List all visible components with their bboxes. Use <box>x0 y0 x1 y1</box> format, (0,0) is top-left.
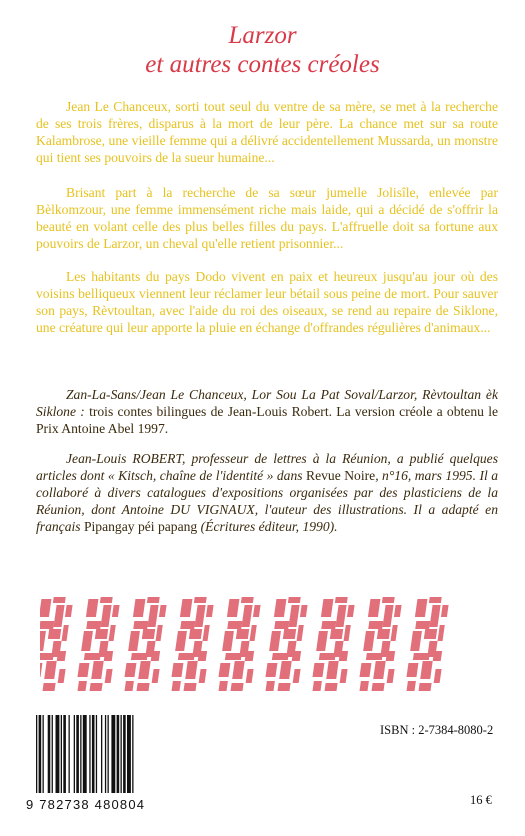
pattern-figure <box>171 597 213 691</box>
about-book-paragraph <box>36 386 498 437</box>
author-bio-paragraph <box>36 450 498 535</box>
barcode-bars <box>36 715 134 793</box>
book-titles: Zan-La-Sans/Jean Le Chanceux, Lor Sou La Pat Soval/Larzor, Rèvtoultan èk Siklone : <box>36 387 498 419</box>
book-description: trois contes bilingues de Jean-Louis Robert. La version créole a obtenu le Prix Antoine Abel 1997. <box>36 404 498 436</box>
pattern-figure <box>40 597 73 691</box>
price: 16 € <box>470 793 492 807</box>
decorative-pattern <box>40 595 485 695</box>
pattern-figure <box>218 597 260 691</box>
pattern-figure <box>359 597 401 691</box>
author-bio-part-1: Jean-Louis ROBERT, professeur de lettres à la Réunion, a publié quelques articles dont « Kitsch, chaîne de l'identité » dans <box>36 451 498 483</box>
pattern-figure <box>312 597 354 691</box>
author-bio-part-2: , n°16, mars 1995. Il a collaboré à divers catalogues d'expositions organisées par des plasticiens de la Réunion, dont Antoine DU VIGNAUX, l'auteur des illustrations. Il a adapté en français <box>36 468 499 534</box>
magazine-title: Revue Noire <box>306 468 376 483</box>
pattern-figure <box>124 597 166 691</box>
pattern-figure <box>406 597 448 691</box>
pattern-figure <box>77 597 119 691</box>
summary-paragraph-3: Les habitants du pays Dodo vivent en paix et heureux jusqu'au jour où des voisins belliqueux viennent leur réclamer leur bétail sous peine de mort. Pour sauver son pays, Rèvtoultan, avec l'aide du roi des oiseaux, se rend au repaire de Siklone, une créature qui leur apporte la pluie en échange d'offrandes régulières d'animaux... <box>36 269 498 335</box>
author-bio-part-3: (Écritures éditeur, 1990). <box>197 519 338 534</box>
book-subtitle: et autres contes créoles <box>145 51 380 78</box>
book-title: Larzor <box>228 22 297 49</box>
summary-paragraph-1: Jean Le Chanceux, sorti tout seul du ventre de sa mère, se met à la recherche de ses trois frères, disparus à la mort de leur père. La chance met sur sa route Kalambrose, une vieille femme qui a délivré accidentellement Mussarda, un monstre qui tient ses pouvoirs de la sueur humaine... <box>36 99 498 165</box>
barcode <box>24 715 204 813</box>
summary-paragraph-2: Brisant part à la recherche de sa sœur jumelle Jolisîle, enlevée par Bèlkomzour, une femme immensément riche mais laide, qui a décidé de s'offrir la beauté en volant celle des plus belles filles du pays. L'affruelle doit sa fortune aux pouvoirs de Larzor, un cheval qu'elle retient prisonnier... <box>36 185 498 251</box>
adapted-book-title: Pipangay péi papang <box>83 519 198 534</box>
pattern-figure <box>265 597 307 691</box>
isbn-number: ISBN : 2-7384-8080-2 <box>380 723 494 737</box>
barcode-digits: 9 782738 480804 <box>26 797 146 812</box>
